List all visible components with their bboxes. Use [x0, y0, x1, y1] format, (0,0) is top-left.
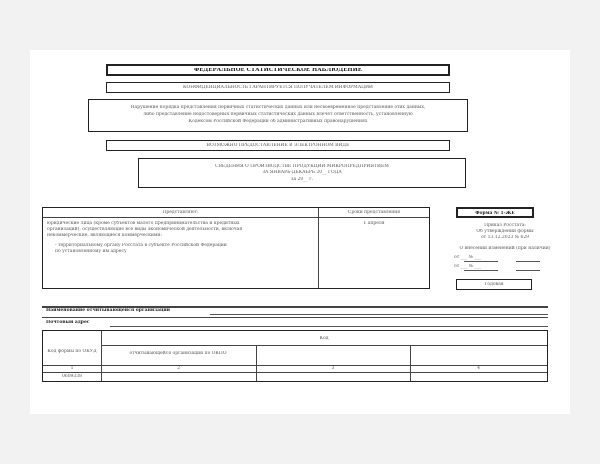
- approval-line-1: Приказ Росстата:: [484, 223, 526, 228]
- submitters-table: [42, 207, 430, 289]
- col-number-3: 3: [331, 366, 335, 371]
- org-name-label: Наименование отчитывающейся организации: [46, 308, 170, 313]
- approval-line-3: от 13.12.2023 № 629: [480, 235, 530, 240]
- org-name-bottom: [42, 317, 548, 318]
- form-code-label: Код формы по ОКУД: [47, 349, 97, 354]
- approval-line-2: Об утверждении формы: [476, 229, 534, 234]
- form-number: Форма № 1-ЖЕ: [475, 211, 515, 216]
- deadline-header: Сроки представления: [347, 210, 401, 215]
- approval-line-6: от ___ № ___: [454, 264, 482, 269]
- form-number-box: [456, 207, 534, 218]
- col-number-1: 1: [70, 366, 74, 371]
- col-number-4: 4: [477, 366, 480, 371]
- codes-header: Код: [319, 336, 329, 341]
- submitters-line-1: юридические лица (кроме субъектов малого предпринимательства и кредитных: [47, 221, 240, 226]
- periodicity: Годовая: [484, 282, 504, 287]
- electronic-text: ВОЗМОЖНО ПРЕДОСТАВЛЕНИЕ В ЭЛЕКТРОННОМ ВИДЕ: [206, 143, 350, 148]
- submitters-line-5: по установленному им адресу: [55, 249, 127, 254]
- submitters-line-2: организаций), осуществляющие все виды экономической деятельности, включая: [47, 227, 243, 232]
- report-title-box: [138, 158, 466, 188]
- submitters-divider: [318, 208, 319, 288]
- okud-value: 0609338: [61, 374, 83, 379]
- warning-line-1: Нарушение порядка представления первичных статистических данных или несвоевременное представление этих данных,: [130, 105, 426, 110]
- warning-box: [88, 99, 468, 132]
- banner-title: ФЕДЕРАЛЬНОЕ СТАТИСТИЧЕСКОЕ НАБЛЮДЕНИЕ: [194, 68, 362, 73]
- codes-value-rule: [43, 372, 547, 373]
- codes-col-div-2: [256, 345, 257, 381]
- col-number-2: 2: [177, 366, 180, 371]
- periodicity-box: [456, 279, 532, 290]
- electronic-box: [106, 140, 450, 151]
- approval-underline-3: [464, 270, 498, 271]
- confidential-box: [106, 82, 450, 93]
- approval-underline-4: [516, 270, 540, 271]
- codes-table: [42, 330, 548, 382]
- postal-label: Почтовый адрес: [46, 320, 90, 325]
- approval-underline-2: [516, 261, 540, 262]
- report-title-line-2: ЗА ЯНВАРЬ-ДЕКАБРЬ 20__ ГОДА: [262, 170, 342, 175]
- submitters-line-4: - территориальному органу Росстата в субъекте Российской Федерации: [55, 243, 227, 248]
- org-name-underline: [210, 314, 548, 315]
- approval-line-4: О внесении изменений (при наличии): [459, 246, 551, 251]
- approval-underline-1: [464, 261, 498, 262]
- codes-header-rule: [101, 345, 547, 346]
- report-form-sheet: [30, 50, 570, 414]
- submitters-header: Представляют:: [162, 210, 199, 215]
- deadline-text: 1 апреля: [363, 221, 385, 226]
- warning-line-3: Кодексом Российской Федерации об административных правонарушениях: [188, 119, 368, 124]
- postal-underline: [110, 326, 548, 327]
- report-year: за 20__ г.: [290, 177, 313, 182]
- warning-line-2: либо представление недостоверных первичных статистических данных влечет ответственность, установленную: [143, 112, 413, 117]
- report-title-line-1: СВЕДЕНИЯ О ПРОИЗВОДСТВЕ ПРОДУКЦИИ МИКРОПРЕДПРИЯТИЕМ: [215, 164, 389, 169]
- submitters-line-3: некоммерческие, являющиеся коммерческими:: [47, 233, 162, 238]
- banner-box: [106, 64, 450, 76]
- codes-col-div-3: [410, 345, 411, 381]
- okpo-label: отчитывающейся организации по ОКПО: [129, 351, 227, 356]
- submitters-header-rule: [43, 217, 429, 218]
- confidential-text: КОНФИДЕНЦИАЛЬНОСТЬ ГАРАНТИРУЕТСЯ ПОЛУЧАТЕЛЕМ ИНФОРМАЦИИ: [183, 85, 373, 90]
- approval-line-5: от ___ № ___: [454, 255, 482, 260]
